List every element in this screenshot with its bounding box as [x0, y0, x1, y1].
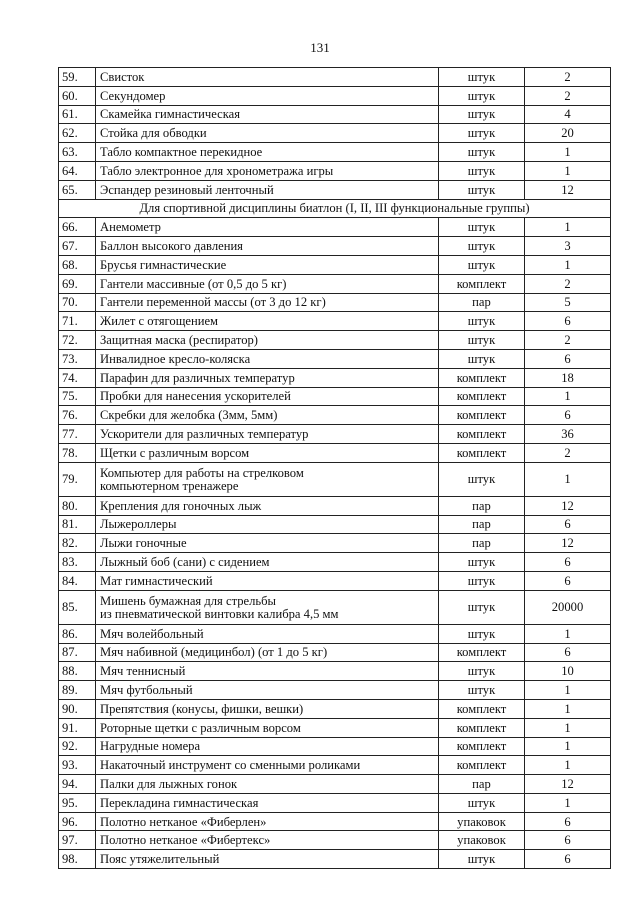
- unit-of-measure: штук: [439, 124, 525, 143]
- item-name: [96, 312, 439, 331]
- item-name-line: Препятствия (конусы, фишки, вешки): [100, 701, 304, 716]
- item-name-line: Мяч теннисный: [100, 664, 186, 679]
- table-row: [59, 515, 611, 534]
- quantity: 1: [525, 756, 611, 775]
- table-row: [59, 699, 611, 718]
- item-name: [96, 553, 439, 572]
- quantity: 1: [525, 718, 611, 737]
- table-row: [59, 831, 611, 850]
- row-number: 92.: [59, 737, 96, 756]
- row-number: 87.: [59, 643, 96, 662]
- quantity: 12: [525, 534, 611, 553]
- row-number: 89.: [59, 681, 96, 700]
- table-row: [59, 534, 611, 553]
- item-name: [96, 718, 439, 737]
- item-name-line: Лыжероллеры: [100, 517, 177, 532]
- item-name-line: Скребки для желобка (3мм, 5мм): [100, 408, 278, 423]
- unit-of-measure: штук: [439, 68, 525, 87]
- item-name: [96, 681, 439, 700]
- quantity: 2: [525, 86, 611, 105]
- quantity: 1: [525, 387, 611, 406]
- item-name-line: Эспандер резиновый ленточный: [100, 182, 274, 197]
- row-number: 75.: [59, 387, 96, 406]
- item-name: [96, 255, 439, 274]
- row-number: 71.: [59, 312, 96, 331]
- unit-of-measure: штук: [439, 571, 525, 590]
- row-number: 77.: [59, 425, 96, 444]
- table-row: [59, 331, 611, 350]
- item-name-line: Защитная маска (респиратор): [100, 333, 258, 348]
- item-name-line: Мяч футбольный: [100, 683, 193, 697]
- section-body: [59, 199, 611, 218]
- item-name-line: Свисток: [100, 69, 145, 84]
- item-name: [96, 124, 439, 143]
- quantity: 1: [525, 218, 611, 237]
- unit-of-measure: штук: [439, 143, 525, 162]
- unit-of-measure: штук: [439, 662, 525, 681]
- row-number: 86.: [59, 624, 96, 643]
- item-name-line: Мяч волейбольный: [100, 626, 204, 641]
- row-number: 81.: [59, 515, 96, 534]
- table-row: [59, 718, 611, 737]
- row-number: 97.: [59, 831, 96, 850]
- row-number: 79.: [59, 462, 96, 496]
- unit-of-measure: штук: [439, 681, 525, 700]
- item-name: [96, 624, 439, 643]
- row-number: 96.: [59, 812, 96, 831]
- item-name-line: Инвалидное кресло-коляска: [100, 351, 251, 366]
- quantity: 1: [525, 462, 611, 496]
- item-name: [96, 737, 439, 756]
- row-number: 88.: [59, 662, 96, 681]
- unit-of-measure: штук: [439, 462, 525, 496]
- item-name: [96, 534, 439, 553]
- quantity: 20: [525, 124, 611, 143]
- row-number: 76.: [59, 406, 96, 425]
- item-name: [96, 349, 439, 368]
- item-name-line: Табло электронное для хронометража игры: [100, 163, 334, 178]
- quantity: 6: [525, 850, 611, 869]
- quantity: 18: [525, 368, 611, 387]
- item-name-line: Нагрудные номера: [100, 739, 201, 754]
- unit-of-measure: пар: [439, 496, 525, 515]
- item-name: [96, 515, 439, 534]
- quantity: 6: [525, 571, 611, 590]
- item-name-line: Ускорители для различных температур: [100, 427, 309, 442]
- unit-of-measure: комплект: [439, 425, 525, 444]
- table-row: [59, 161, 611, 180]
- quantity: 1: [525, 681, 611, 700]
- item-name-line: Роторные щетки с различным ворсом: [100, 720, 301, 735]
- row-number: 78.: [59, 443, 96, 462]
- item-name: [96, 812, 439, 831]
- table-row: [59, 425, 611, 444]
- unit-of-measure: комплект: [439, 443, 525, 462]
- unit-of-measure: упаковок: [439, 812, 525, 831]
- row-number: 70.: [59, 293, 96, 312]
- unit-of-measure: комплект: [439, 368, 525, 387]
- item-name-line: Лыжный боб (сани) с сидением: [100, 555, 270, 570]
- table-row: [59, 571, 611, 590]
- item-name-line: Гантели переменной массы (от 3 до 12 кг): [100, 295, 326, 310]
- unit-of-measure: штук: [439, 255, 525, 274]
- row-number: 85.: [59, 590, 96, 624]
- item-name-line: Перекладина гимнастическая: [100, 795, 259, 810]
- item-name: [96, 387, 439, 406]
- row-number: 60.: [59, 86, 96, 105]
- row-number: 93.: [59, 756, 96, 775]
- item-name-line: Полотно нетканое «Фиберлен»: [100, 814, 267, 829]
- unit-of-measure: комплект: [439, 643, 525, 662]
- unit-of-measure: штук: [439, 312, 525, 331]
- item-name: [96, 161, 439, 180]
- table-row: [59, 274, 611, 293]
- item-name-line: Гантели массивные (от 0,5 до 5 кг): [100, 276, 287, 291]
- table-row: [59, 443, 611, 462]
- table-row: [59, 387, 611, 406]
- item-name: [96, 425, 439, 444]
- item-name: [96, 756, 439, 775]
- table-row: [59, 68, 611, 87]
- table-row: [59, 812, 611, 831]
- item-name: [96, 237, 439, 256]
- table-row: [59, 756, 611, 775]
- table-row: [59, 86, 611, 105]
- item-name: [96, 368, 439, 387]
- item-name: [96, 793, 439, 812]
- table-row: [59, 255, 611, 274]
- quantity: 12: [525, 180, 611, 199]
- row-number: 94.: [59, 775, 96, 794]
- item-name-line: Стойка для обводки: [100, 126, 207, 141]
- table-row: [59, 775, 611, 794]
- row-number: 83.: [59, 553, 96, 572]
- table-row: [59, 850, 611, 869]
- item-name: [96, 86, 439, 105]
- unit-of-measure: штук: [439, 161, 525, 180]
- item-name-line: из пневматической винтовки калибра 4,5 мм: [100, 606, 339, 621]
- quantity: 6: [525, 553, 611, 572]
- table-body-bottom: [59, 218, 611, 869]
- quantity: 6: [525, 312, 611, 331]
- quantity: 2: [525, 331, 611, 350]
- row-number: 59.: [59, 68, 96, 87]
- item-name: [96, 496, 439, 515]
- item-name-line: Палки для лыжных гонок: [100, 776, 238, 791]
- item-name: [96, 274, 439, 293]
- unit-of-measure: штук: [439, 553, 525, 572]
- item-name: [96, 143, 439, 162]
- row-number: 69.: [59, 274, 96, 293]
- item-name: [96, 443, 439, 462]
- row-number: 64.: [59, 161, 96, 180]
- page-number: 131: [310, 40, 330, 55]
- unit-of-measure: комплект: [439, 274, 525, 293]
- row-number: 63.: [59, 143, 96, 162]
- table-row: [59, 624, 611, 643]
- quantity: 5: [525, 293, 611, 312]
- row-number: 80.: [59, 496, 96, 515]
- quantity: 12: [525, 775, 611, 794]
- quantity: 6: [525, 831, 611, 850]
- unit-of-measure: упаковок: [439, 831, 525, 850]
- unit-of-measure: штук: [439, 349, 525, 368]
- item-name: [96, 105, 439, 124]
- item-name-line: Компьютер для работы на стрелковом: [100, 465, 304, 480]
- row-number: 66.: [59, 218, 96, 237]
- row-number: 61.: [59, 105, 96, 124]
- unit-of-measure: комплект: [439, 699, 525, 718]
- row-number: 65.: [59, 180, 96, 199]
- item-name-line: Накаточный инструмент со сменными роликами: [100, 758, 361, 773]
- item-name-line: Анемометр: [100, 220, 161, 235]
- unit-of-measure: комплект: [439, 718, 525, 737]
- row-number: 62.: [59, 124, 96, 143]
- row-number: 91.: [59, 718, 96, 737]
- item-name-line: Брусья гимнастические: [100, 257, 227, 272]
- item-name-line: Парафин для различных температур: [100, 370, 295, 385]
- unit-of-measure: штук: [439, 624, 525, 643]
- item-name: [96, 406, 439, 425]
- item-name: [96, 180, 439, 199]
- quantity: 6: [525, 643, 611, 662]
- quantity: 2: [525, 443, 611, 462]
- table-row: [59, 218, 611, 237]
- item-name: [96, 643, 439, 662]
- item-name: [96, 699, 439, 718]
- table-row: [59, 662, 611, 681]
- unit-of-measure: штук: [439, 180, 525, 199]
- item-name: [96, 662, 439, 681]
- table-row: [59, 312, 611, 331]
- item-name: [96, 571, 439, 590]
- table-row: [59, 496, 611, 515]
- table-row: [59, 643, 611, 662]
- unit-of-measure: штук: [439, 850, 525, 869]
- item-name-line: Полотно нетканое «Фибертекс»: [100, 833, 271, 848]
- unit-of-measure: комплект: [439, 387, 525, 406]
- row-number: 84.: [59, 571, 96, 590]
- item-name-line: Мяч набивной (медицинбол) (от 1 до 5 кг): [100, 645, 328, 660]
- unit-of-measure: пар: [439, 534, 525, 553]
- item-name-line: Пробки для нанесения ускорителей: [100, 389, 291, 404]
- quantity: 1: [525, 793, 611, 812]
- quantity: 6: [525, 515, 611, 534]
- item-name-line: Мат гимнастический: [100, 573, 213, 588]
- table-row: [59, 180, 611, 199]
- item-name: [96, 590, 439, 624]
- row-number: 67.: [59, 237, 96, 256]
- row-number: 74.: [59, 368, 96, 387]
- item-name-line: Мишень бумажная для стрельбы: [100, 593, 277, 608]
- row-number: 98.: [59, 850, 96, 869]
- table-row: [59, 553, 611, 572]
- table-row: [59, 293, 611, 312]
- item-name: [96, 850, 439, 869]
- unit-of-measure: штук: [439, 237, 525, 256]
- item-name-line: Табло компактное перекидное: [100, 145, 263, 160]
- row-number: 68.: [59, 255, 96, 274]
- unit-of-measure: штук: [439, 793, 525, 812]
- table-row: [59, 793, 611, 812]
- table-row: [59, 406, 611, 425]
- item-name: [96, 331, 439, 350]
- quantity: 1: [525, 737, 611, 756]
- item-name-line: Крепления для гоночных лыж: [100, 498, 262, 513]
- unit-of-measure: комплект: [439, 406, 525, 425]
- unit-of-measure: штук: [439, 331, 525, 350]
- table-row: [59, 349, 611, 368]
- quantity: 1: [525, 255, 611, 274]
- quantity: 6: [525, 406, 611, 425]
- table-row: [59, 124, 611, 143]
- table-row: [59, 590, 611, 624]
- quantity: 36: [525, 425, 611, 444]
- item-name: [96, 293, 439, 312]
- row-number: 72.: [59, 331, 96, 350]
- row-number: 73.: [59, 349, 96, 368]
- unit-of-measure: комплект: [439, 737, 525, 756]
- item-name: [96, 831, 439, 850]
- quantity: 1: [525, 161, 611, 180]
- quantity: 20000: [525, 590, 611, 624]
- row-number: 90.: [59, 699, 96, 718]
- quantity: 2: [525, 68, 611, 87]
- item-name-line: компьютерном тренажере: [100, 478, 239, 493]
- section-header: Для спортивной дисциплины биатлон (I, II, III функциональные группы): [59, 199, 611, 218]
- unit-of-measure: комплект: [439, 756, 525, 775]
- table-row: [59, 368, 611, 387]
- quantity: 3: [525, 237, 611, 256]
- table-row: [59, 237, 611, 256]
- quantity: 1: [525, 143, 611, 162]
- item-name-line: Секундомер: [100, 88, 166, 103]
- table-row: [59, 143, 611, 162]
- quantity: 6: [525, 812, 611, 831]
- item-name: [96, 68, 439, 87]
- item-name-line: Лыжи гоночные: [100, 536, 187, 551]
- row-number: 82.: [59, 534, 96, 553]
- quantity: 1: [525, 699, 611, 718]
- table-row: [59, 737, 611, 756]
- quantity: 6: [525, 349, 611, 368]
- unit-of-measure: пар: [439, 775, 525, 794]
- table-body-top: [59, 68, 611, 200]
- unit-of-measure: штук: [439, 590, 525, 624]
- unit-of-measure: пар: [439, 515, 525, 534]
- quantity: 10: [525, 662, 611, 681]
- item-name: [96, 462, 439, 496]
- item-name-line: Жилет с отягощением: [100, 314, 219, 329]
- item-name-line: Щетки с различным ворсом: [100, 445, 250, 460]
- unit-of-measure: штук: [439, 86, 525, 105]
- item-name-line: Скамейка гимнастическая: [100, 107, 241, 122]
- item-name-line: Баллон высокого давления: [100, 239, 243, 254]
- unit-of-measure: пар: [439, 293, 525, 312]
- equipment-table: [58, 67, 611, 869]
- section-row: [59, 199, 611, 218]
- quantity: 1: [525, 624, 611, 643]
- quantity: 2: [525, 274, 611, 293]
- table-row: [59, 105, 611, 124]
- unit-of-measure: штук: [439, 218, 525, 237]
- quantity: 12: [525, 496, 611, 515]
- row-number: 95.: [59, 793, 96, 812]
- item-name: [96, 218, 439, 237]
- unit-of-measure: штук: [439, 105, 525, 124]
- item-name-line: Пояс утяжелительный: [100, 852, 220, 867]
- item-name: [96, 775, 439, 794]
- quantity: 4: [525, 105, 611, 124]
- table-row: [59, 681, 611, 700]
- table-row: [59, 462, 611, 496]
